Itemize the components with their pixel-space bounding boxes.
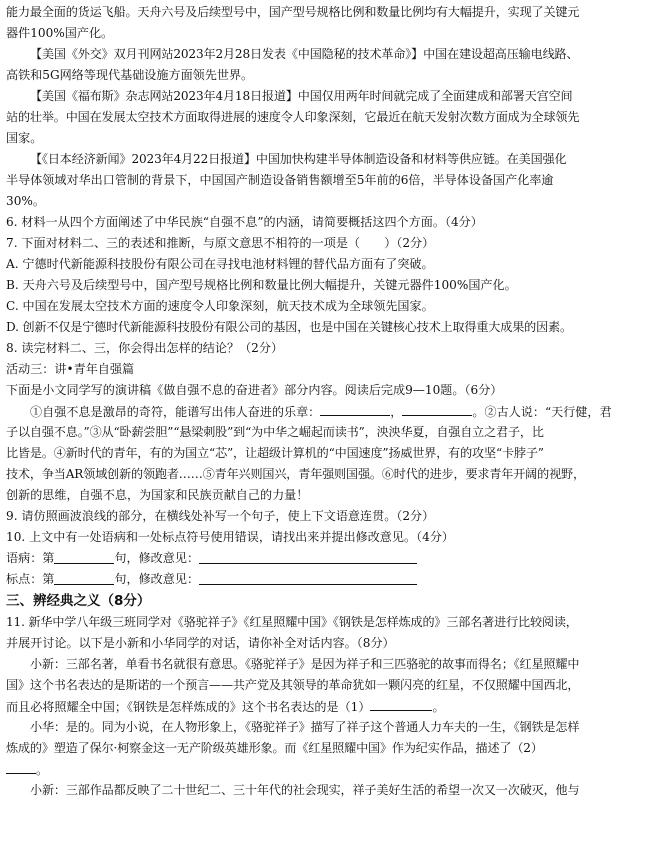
speech-blank-1[interactable] [320, 401, 390, 416]
answer-label: 语病：第 [6, 551, 55, 565]
material-paragraphs [6, 2, 652, 401]
revision-input[interactable] [199, 569, 417, 585]
sentence-number-input[interactable] [54, 569, 114, 585]
speech-line-5: 创新的思维，自强不息，为国家和民族贡献自己的力量！ [6, 488, 309, 502]
text-line: 半导体领域对华出口管制的背景下，中国国产制造设备销售额增至5年前的6倍，半导体设备国产化率逾 [6, 173, 554, 187]
text-line: 7. 下面对材料二、三的表述和推断，与原文意思不相符的一项是（ ）（2分） [6, 236, 435, 250]
dialog-line: 炼成的》塑造了保尔·柯察金这一无产阶级英雄形象。而《红星照耀中国》作为纪实作品，描述了（2） [6, 741, 543, 755]
dialog-blank-2[interactable] [6, 759, 36, 774]
text-line: 高铁和5G网络等现代基础设施方面领先世界。 [6, 68, 254, 82]
dialog-blank-1[interactable] [370, 696, 432, 711]
dialog-line [6, 759, 652, 780]
dialog-text: 。 [432, 700, 445, 714]
text-line: 6. 材料一从四个方面阐述了中华民族“自强不息”的内涵，请简要概括这四个方面。（4分） [6, 215, 483, 229]
exam-page [6, 2, 652, 801]
speech-line-3: 比皆是。④新时代的青年，有的为国立“芯”，让超级计算机的“中国速度”扬威世界，有的攻坚“卡脖子” [6, 446, 544, 460]
speech-comma: ， [390, 405, 403, 419]
answer-row-grammar [6, 548, 652, 569]
dialog-line: 小新：三部名著，单看书名就很有意思。《骆驼祥子》是因为祥子和三匹骆驼的故事而得名；《红星照耀中 [30, 657, 580, 671]
revision-input[interactable] [199, 548, 417, 564]
text-line: 国家。 [6, 131, 43, 145]
speech-line-2: 子以自强不息。”③从“卧薪尝胆”“悬梁刺股”到“为中华之崛起而读书”，泱泱华夏，自强自立之君子，比 [6, 425, 544, 439]
answer-label: 标点：第 [6, 572, 55, 586]
dialog-line: 国》这个书名表达的是斯诺的一个预言——共产党及其领导的革命犹如一颗闪亮的红星，不仅照耀中国西北， [6, 678, 580, 692]
speech-blank-2[interactable] [402, 401, 472, 416]
answer-mid: 句，修改意见： [114, 551, 200, 565]
text-line: 【美国《福布斯》杂志网站2023年4月18日报道】中国仅用两年时间就完成了全面建成和部署天宫空间 [30, 89, 573, 103]
text-line: 30%。 [6, 194, 45, 208]
question-9: 9. 请仿照画波浪线的部分，在横线处补写一个句子，使上下文语意连贯。（2分） [6, 509, 435, 523]
speech-line-4: 技术，争当AR领域创新的领跑者……⑤青年兴则国兴，青年强则国强。⑥时代的进步，要求青年开阔的视野， [6, 467, 585, 481]
text-line: 【美国《外交》双月刊网站2023年2月28日发表《中国隐秘的技术革命》】中国在建设超高压输电线路、 [30, 47, 579, 61]
text-line: 【《日本经济新闻》2023年4月22日报道】中国加快构建半导体制造设备和材料等供应链。在美国强化 [30, 152, 567, 166]
dialog-text: 而且必将照耀全中国；《钢铁是怎样炼成的》这个书名表达的是（1） [6, 700, 371, 714]
dialog-text: 。 [36, 763, 49, 777]
text-line: D. 创新不仅是宁德时代新能源科技股份有限公司的基因，也是中国在关键核心技术上取得重大成果的因素。 [6, 320, 572, 334]
question-10: 10. 上文中有一处语病和一处标点符号使用错误，请找出来并提出修改意见。（4分） [6, 530, 455, 544]
sentence-number-input[interactable] [54, 548, 114, 564]
answer-row-punctuation [6, 569, 652, 590]
text-line: C. 中国在发展太空技术方面的速度令人印象深刻，航天技术成为全球领先国家。 [6, 299, 434, 313]
text-line: B. 天舟六号及后续型号中，国产型号规格比例和数量比例大幅提升，关键元器件100%国产化。 [6, 278, 517, 292]
dialog-line [6, 696, 652, 717]
text-line: 能力最全面的货运飞船。天舟六号及后续型号中，国产型号规格比例和数量比例均有大幅提升，实现了关键元 [6, 5, 580, 19]
speech-text: 。②古人说：“天行健，君 [472, 405, 612, 419]
dialog-line: 小华：是的。同为小说，在人物形象上，《骆驼祥子》描写了祥子这个普通人力车夫的一生，《钢铁是怎样 [30, 720, 580, 734]
speech-text: ①自强不息是激昂的奇符，能谱写出伟人奋进的乐章： [30, 405, 321, 419]
text-line: A. 宁德时代新能源科技股份有限公司在寻找电池材料锂的替代品方面有了突破。 [6, 257, 434, 271]
dialog-line: 小新：三部作品都反映了二十世纪二、三十年代的社会现实，祥子美好生活的希望一次又一次破灭，他与 [30, 783, 580, 797]
speech-line-1 [6, 401, 652, 422]
answer-mid: 句，修改意见： [114, 572, 200, 586]
text-line: 活动三：讲•青年自强篇 [6, 362, 135, 376]
text-line: 8. 读完材料二、三，你会得出怎样的结论？（2分） [6, 341, 284, 355]
question-11-line-2: 并展开讨论。以下是小新和小华同学的对话，请你补全对话内容。（8分） [6, 636, 395, 650]
question-11-line-1: 11. 新华中学八年级三班同学对《骆驼祥子》《红星照耀中国》《钢铁是怎样炼成的》三部名著进行比较阅读， [6, 615, 578, 629]
section-3-heading: 三、辨经典之义（8分） [6, 593, 151, 609]
text-line: 器件100%国产化。 [6, 26, 114, 40]
text-line: 下面是小文同学写的演讲稿《做自强不息的奋进者》部分内容。阅读后完成9—10题。（6分） [6, 383, 503, 397]
text-line: 站的壮举。中国在发展太空技术方面取得进展的速度令人印象深刻，它最近在航天发射次数方面成为全球领先 [6, 110, 580, 124]
